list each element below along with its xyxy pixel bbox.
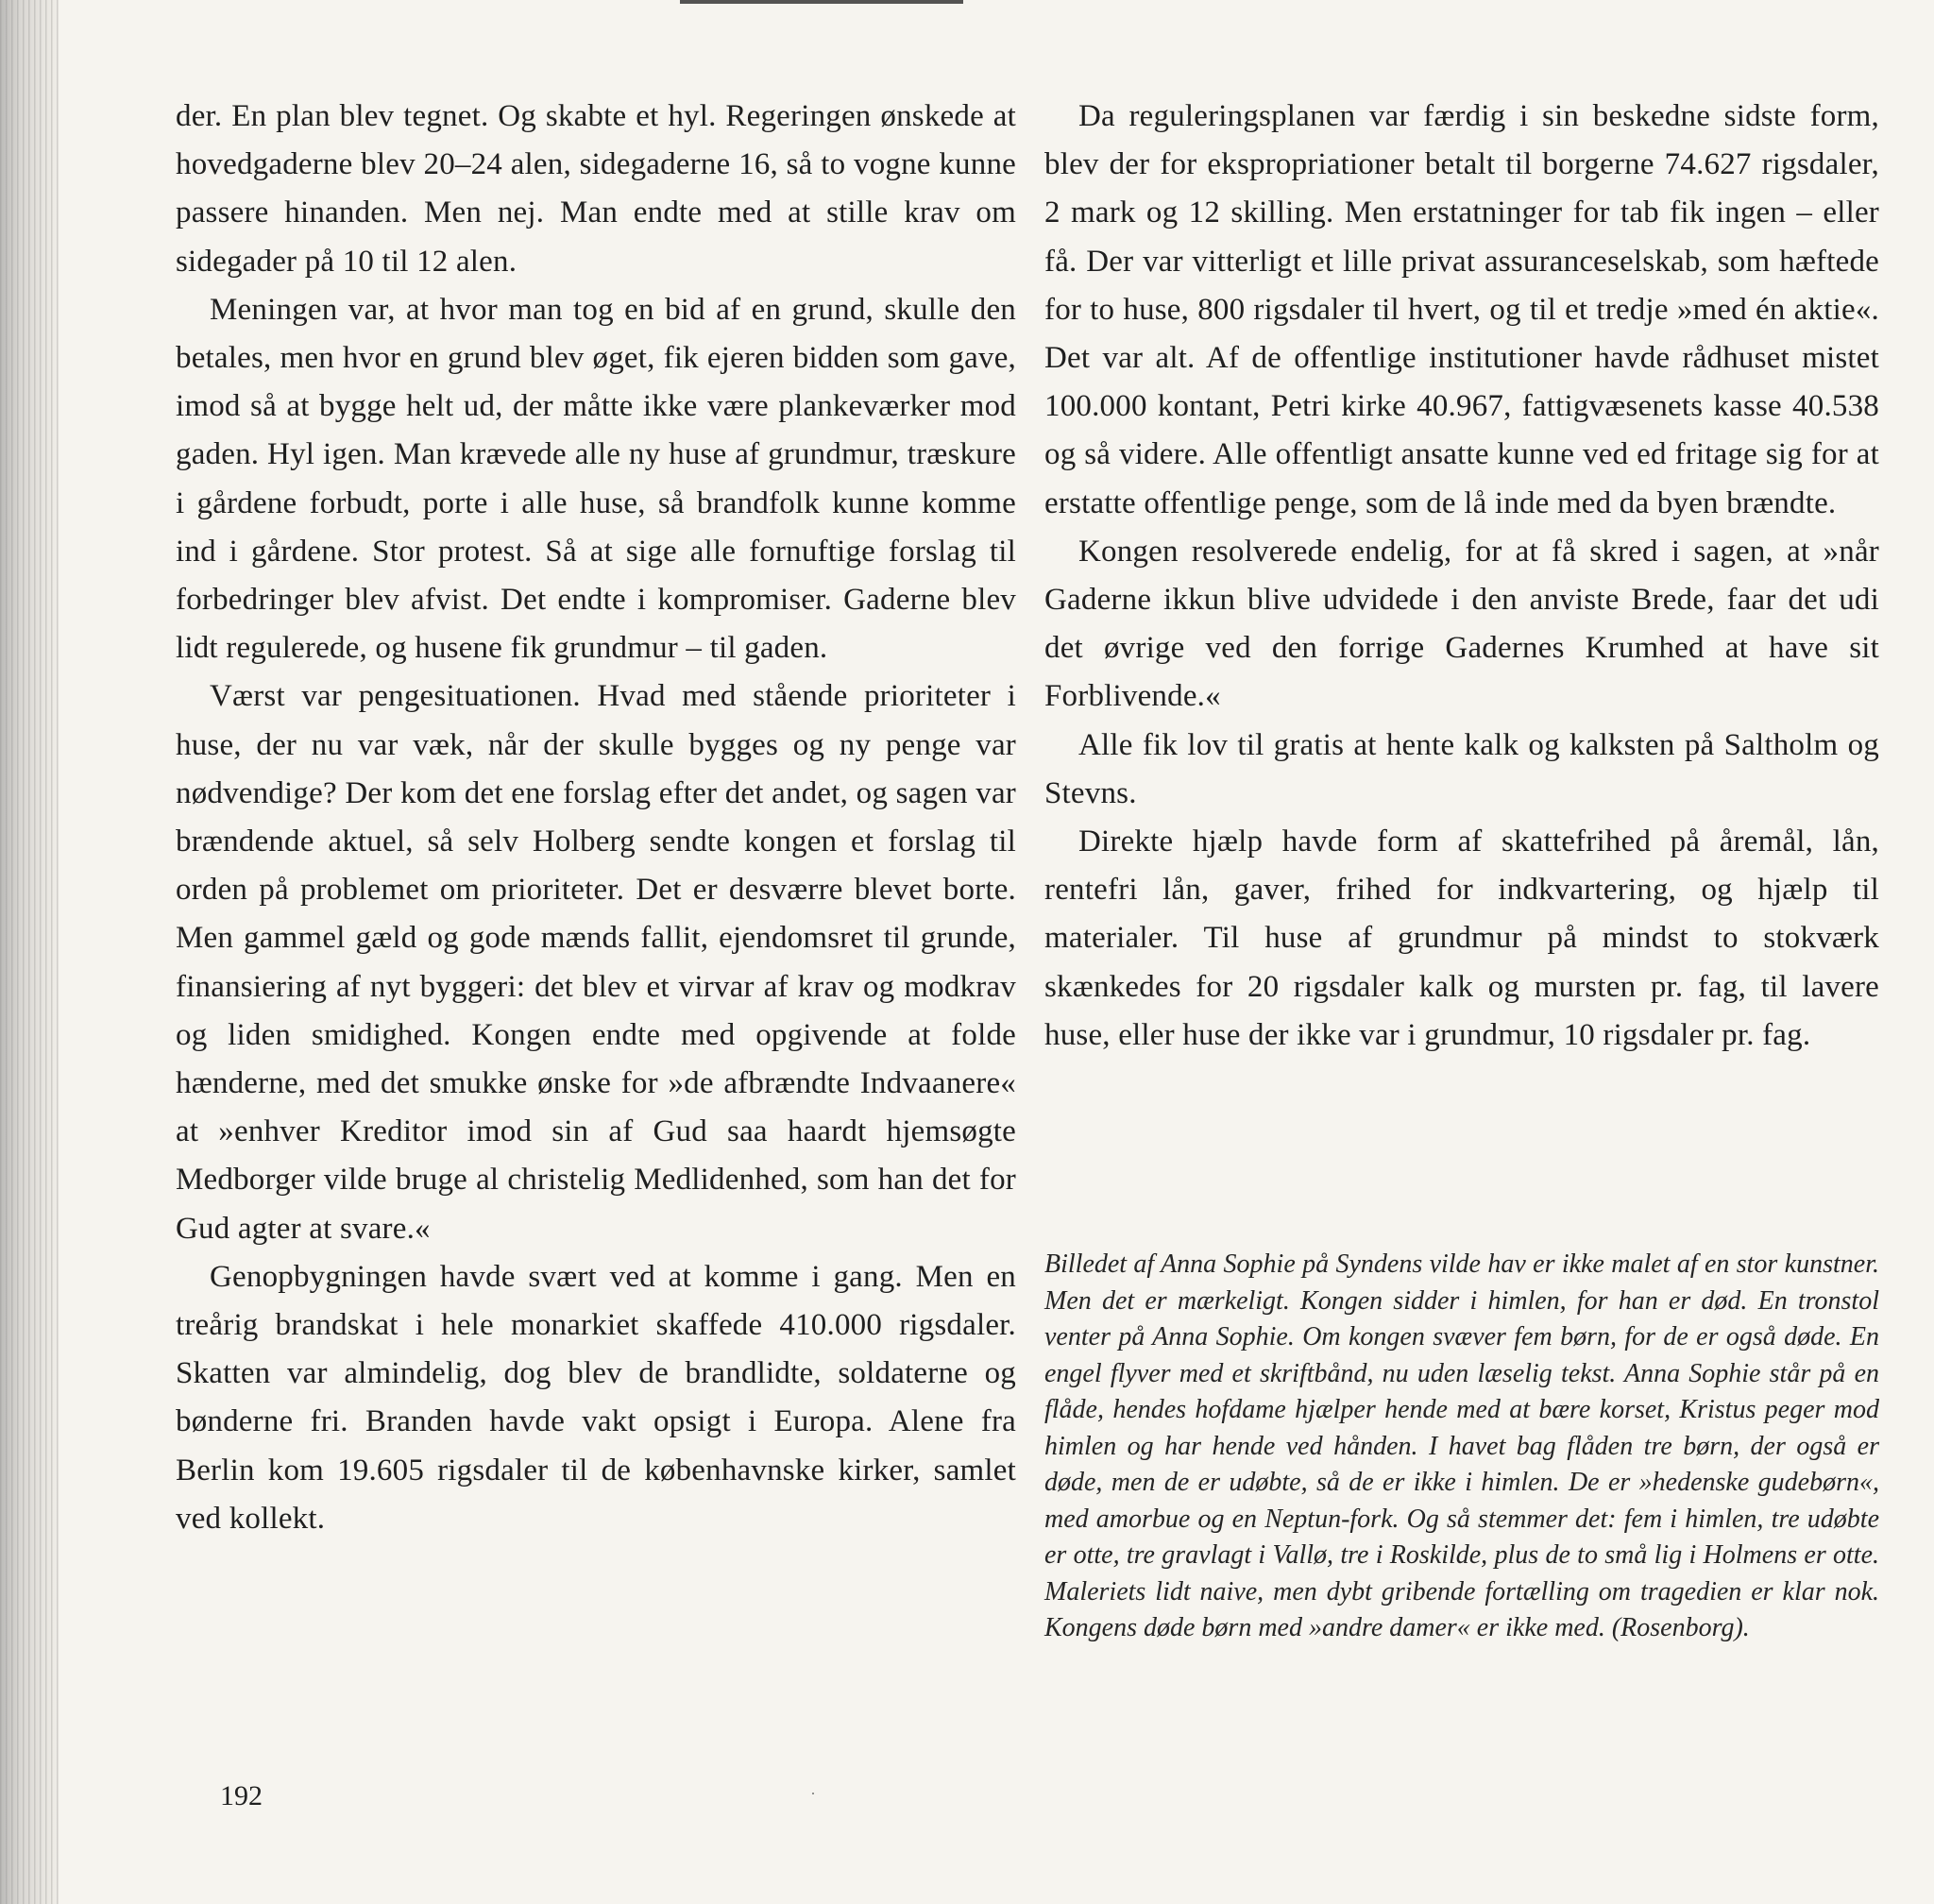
left-paragraph-4: Genopbygningen havde svært ved at komme i gang. Men en treårig brandskat i hele monarkiet skaffede 410.000 rigsdaler. Skatten var almindelig, dog blev de brandlidte, soldaterne og bønderne fri. Branden havde vakt opsigt i Europa. Alene fra Berlin kom 19.605 rigsdaler til de københavnske kirker, samlet ved kollekt. [176, 1259, 1016, 1536]
top-rule [680, 0, 963, 4]
left-paragraph-2: Meningen var, at hvor man tog en bid af en grund, skulle den betales, men hvor en grund blev øget, fik ejeren bidden som gave, imod så at bygge helt ud, der måtte ikke være plankeværker mod gaden. Hyl igen. Man krævede alle ny huse af grundmur, træskure i gårdene forbudt, porte i alle huse, så brandfolk kunne komme ind i gårdene. Stor protest. Så at sige alle fornuftige forslag til forbedringer blev afvist. Det endte i kompromiser. Gaderne blev lidt regulerede, og husene fik grundmur – til gaden. [176, 292, 1016, 666]
right-paragraph-4: Direkte hjælp havde form af skattefrihed på åremål, lån, rentefri lån, gaver, frihed for indkvartering, og hjælp til materialer. Til huse af grundmur på mindst to stokværk skænkedes for 20 rigsdaler kalk og mursten pr. fag, til lavere huse, eller huse der ikke var i grundmur, 10 rigsdaler pr. fag. [1044, 824, 1879, 1052]
right-text-column [1044, 93, 1879, 1060]
right-paragraph-2: Kongen resolverede endelig, for at få skred i sagen, at »når Gaderne ikkun blive udvidede i den anviste Brede, faar det udi det øvrige ved den forrige Gadernes Krumhed at have sit Forblivende.« [1044, 534, 1879, 714]
left-text-column [176, 93, 1016, 1543]
right-paragraph-1: Da reguleringsplanen var færdig i sin beskedne sidste form, blev der for ekspropriationer betalt til borgerne 74.627 rigsdaler, 2 mark og 12 skilling. Men erstatninger for tab fik ingen – eller få. Der var vitterligt et lille privat assuranceselskab, som hæftede for to huse, 800 rigsdaler til hvert, og til et tredje »med én aktie«. Det var alt. Af de offentlige institutioner havde rådhuset mistet 100.000 kontant, Petri kirke 40.967, fattigvæsenets kasse 40.538 og så videre. Alle offentligt ansatte kunne ved ed fritage sig for at erstatte offentlige penge, som de lå inde med da byen brændte. [1044, 99, 1879, 520]
page-number: 192 [220, 1780, 263, 1811]
book-binding-edge [0, 0, 59, 1904]
right-paragraph-3: Alle fik lov til gratis at hente kalk og kalksten på Saltholm og Stevns. [1044, 727, 1879, 810]
left-paragraph-1: der. En plan blev tegnet. Og skabte et hyl. Regeringen ønskede at hovedgaderne blev 20–24 alen, sidegaderne 16, så to vogne kunne passere hinanden. Men nej. Man endte med at stille krav om sidegader på 10 til 12 alen. [176, 99, 1016, 279]
print-speck [812, 1793, 814, 1794]
left-paragraph-3: Værst var pengesituationen. Hvad med stående prioriteter i huse, der nu var væk, når der skulle bygges og ny penge var nødvendige? Der kom det ene forslag efter det andet, og sagen var brændende aktuel, så selv Holberg sendte kongen et forslag til orden på problemet om prioriteter. Det er desværre blevet borte. Men gammel gæld og gode mænds fallit, ejendomsret til grunde, finansiering af nyt byggeri: det blev et virvar af krav og modkrav og liden smidighed. Kongen endte med opgivende at folde hænderne, med det smukke ønske for »de afbrændte Indvaanere« at »enhver Kreditor imod sin af Gud saa haardt hjemsøgte Medborger vilde bruge al christelig Medlidenhed, som han det for Gud agter at svare.« [176, 679, 1016, 1246]
image-caption: Billedet af Anna Sophie på Syndens vilde hav er ikke malet af en stor kunstner. Men det er mærkeligt. Kongen sidder i himlen, for han er død. En tronstol venter på Anna Sophie. Om kongen svæver fem børn, for de er også døde. En engel flyver med et skriftbånd, nu uden læselig tekst. Anna Sophie står på en flåde, hendes hofdame hjælper hende med at bære korset, Kristus peger mod himlen og har hende ved hånden. I havet bag flåden tre børn, der også er døde, men de er udøbte, så de er ikke i himlen. De er »hedenske gudebørn«, med amorbue og en Neptun-fork. Og så stemmer det: fem i himlen, tre udøbte er otte, tre gravlagt i Vallø, tre i Roskilde, plus de to små lig i Holmens er otte. Maleriets lidt naive, men dybt gribende fortælling om tragedien er klar nok. Kongens døde børn med »andre damer« er ikke med. (Rosenborg). [1044, 1250, 1879, 1642]
